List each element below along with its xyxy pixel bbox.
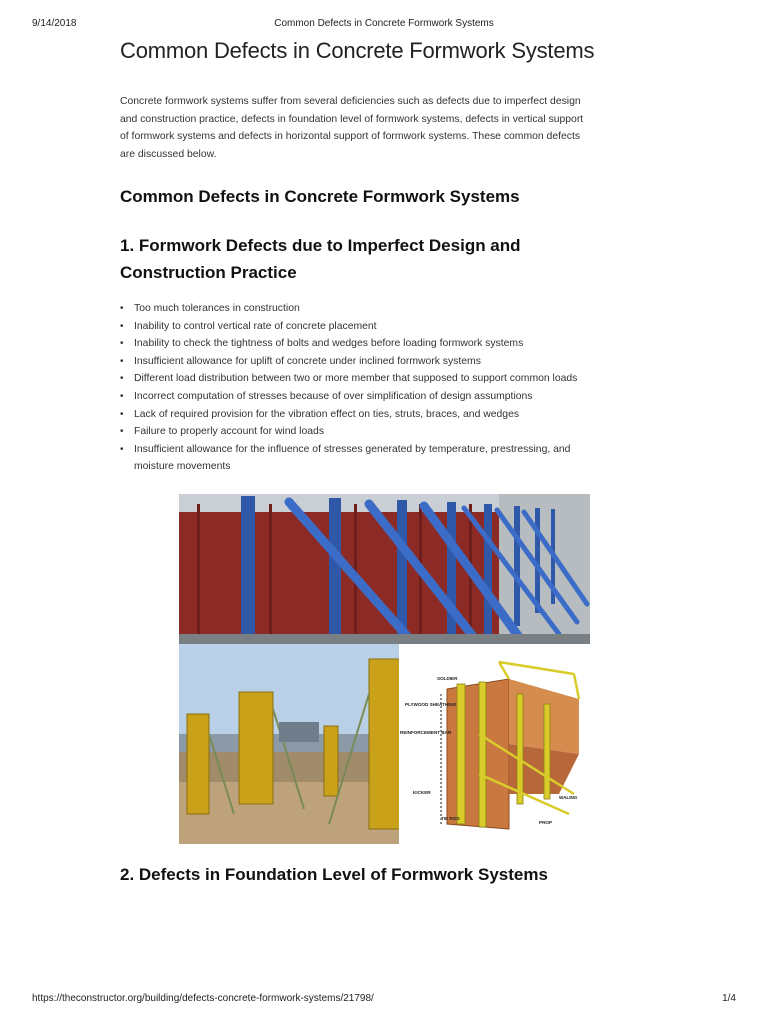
list-item-line: moisture movements [134, 461, 231, 473]
heading-section-1 [120, 232, 640, 286]
heading-common-defects: Common Defects in Concrete Formwork Systems [120, 187, 520, 206]
heading-section-2: 2. Defects in Foundation Level of Formwork Systems [120, 865, 548, 884]
list-item: • Inability to check the tightness of bolts and wedges before loading formwork systems [134, 335, 644, 353]
intro-line: are discussed below. [120, 148, 217, 160]
wall-formwork-photo [179, 494, 590, 644]
print-footer-url: https://theconstructor.org/building/defects-concrete-formwork-systems/21798/ [32, 993, 374, 1004]
heading-line: Construction Practice [120, 263, 297, 282]
label-tie-rod: TIE ROD [441, 816, 460, 821]
intro-paragraph [120, 93, 650, 163]
list-item: • Incorrect computation of stresses because of over simplification of design assumptions [134, 388, 644, 406]
heading-line: 1. Formwork Defects due to Imperfect Design and [120, 236, 521, 255]
label-kicker: KICKER [413, 790, 431, 795]
intro-line: and construction practice, defects in foundation level of formwork systems, defects in vertical support [120, 113, 584, 125]
print-date: 9/14/2018 [32, 18, 77, 29]
print-page-number: 1/4 [722, 993, 736, 1004]
print-header-title: Common Defects in Concrete Formwork Systems [274, 18, 494, 29]
list-item: • Different load distribution between two or more member that supposed to support common loads [134, 370, 644, 388]
list-item: • Too much tolerances in construction [134, 300, 644, 318]
page-title: Common Defects in Concrete Formwork Systems [120, 38, 595, 63]
defects-list [134, 300, 644, 476]
formwork-labelled-diagram [399, 644, 590, 844]
list-item: • Insufficient allowance for uplift of concrete under inclined formwork systems [134, 353, 644, 371]
list-item: • Inability to control vertical rate of concrete placement [134, 318, 644, 336]
list-item: • Lack of required provision for the vibration effect on ties, struts, braces, and wedges [134, 406, 644, 424]
list-item [134, 441, 644, 476]
formwork-photo-collage [179, 494, 590, 844]
label-reinforcement: REINFORCEMENT BAR [400, 730, 452, 735]
intro-line: of formwork systems and defects in horizontal support of formwork systems. These common defects [120, 131, 581, 143]
list-item: • Failure to properly account for wind loads [134, 423, 644, 441]
label-plywood: PLYWOOD SHEATHING [405, 702, 457, 707]
label-prop: PROP [539, 820, 553, 825]
label-soldier: SOLDIER [437, 676, 458, 681]
list-item-line: Insufficient allowance for the influence of stresses generated by temperature, prestressing, and [134, 443, 571, 455]
intro-line: Concrete formwork systems suffer from several deficiencies such as defects due to imperfect design [120, 96, 581, 107]
label-waling: WALING [559, 795, 578, 800]
